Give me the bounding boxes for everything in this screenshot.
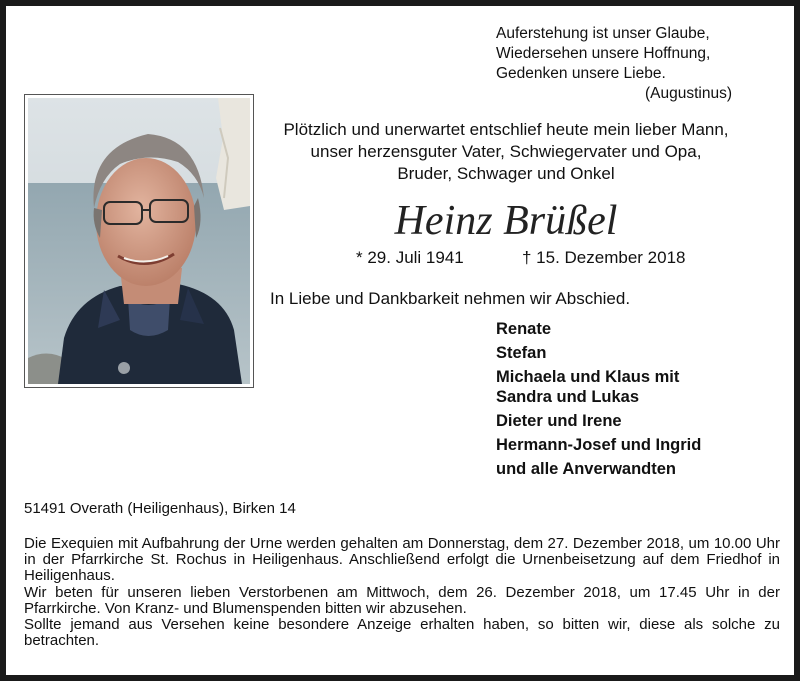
farewell-line: In Liebe und Dankbarkeit nehmen wir Abschied.: [270, 289, 631, 308]
details-paragraph: Sollte jemand aus Versehen keine besondere Anzeige erhalten haben, so bitten wir, diese als solche zu betrachten.: [24, 616, 780, 650]
mourner-name: Stefan: [496, 344, 547, 362]
intro-text: [268, 119, 744, 185]
verse-line: Gedenken unsere Liebe.: [496, 65, 666, 82]
verse-line: Auferstehung ist unser Glaube,: [496, 25, 710, 42]
death-date: † 15. Dezember 2018: [522, 248, 686, 267]
intro-line: Bruder, Schwager und Onkel: [397, 164, 615, 183]
portrait-photo: [28, 98, 250, 384]
verse-source: (Augustinus): [644, 85, 732, 102]
details-paragraph: Die Exequien mit Aufbahrung der Urne werden gehalten am Donnerstag, dem 27. Dezember 2018, um 10.00 Uhr in der Pfarrkirche St. Rochus in Heiligenhaus. Anschließend erfolgt die Urnenbeisetzung auf dem Friedhof in Heiligenhaus.: [24, 535, 780, 585]
deceased-name: Heinz Brüßel: [394, 198, 618, 244]
mourner-name: Sandra und Lukas: [496, 388, 640, 406]
mourner-name: Renate: [496, 320, 552, 338]
verse-line: Wiedersehen unsere Hoffnung,: [496, 45, 711, 62]
portrait-frame: [24, 94, 254, 388]
mourner-name: Dieter und Irene: [496, 412, 622, 430]
service-details: [24, 536, 780, 649]
verse-quote: [496, 24, 732, 104]
birth-date: * 29. Juli 1941: [356, 248, 464, 267]
details-paragraph: Wir beten für unseren lieben Verstorbenen am Mittwoch, dem 26. Dezember 2018, um 17.45 Uhr in der Pfarrkirche. Von Kranz- und Blumenspenden bitten wir abzusehen.: [24, 583, 780, 617]
mourners-list: [496, 319, 701, 483]
family-address: 51491 Overath (Heiligenhaus), Birken 14: [24, 500, 296, 517]
intro-line: Plötzlich und unerwartet entschlief heute mein lieber Mann,: [283, 120, 729, 139]
mourner-name: und alle Anverwandten: [496, 460, 677, 478]
mourner-name: Michaela und Klaus mit: [496, 368, 680, 386]
intro-line: unser herzensguter Vater, Schwiegervater und Opa,: [310, 142, 702, 161]
mourner-name: Hermann-Josef und Ingrid: [496, 436, 702, 454]
